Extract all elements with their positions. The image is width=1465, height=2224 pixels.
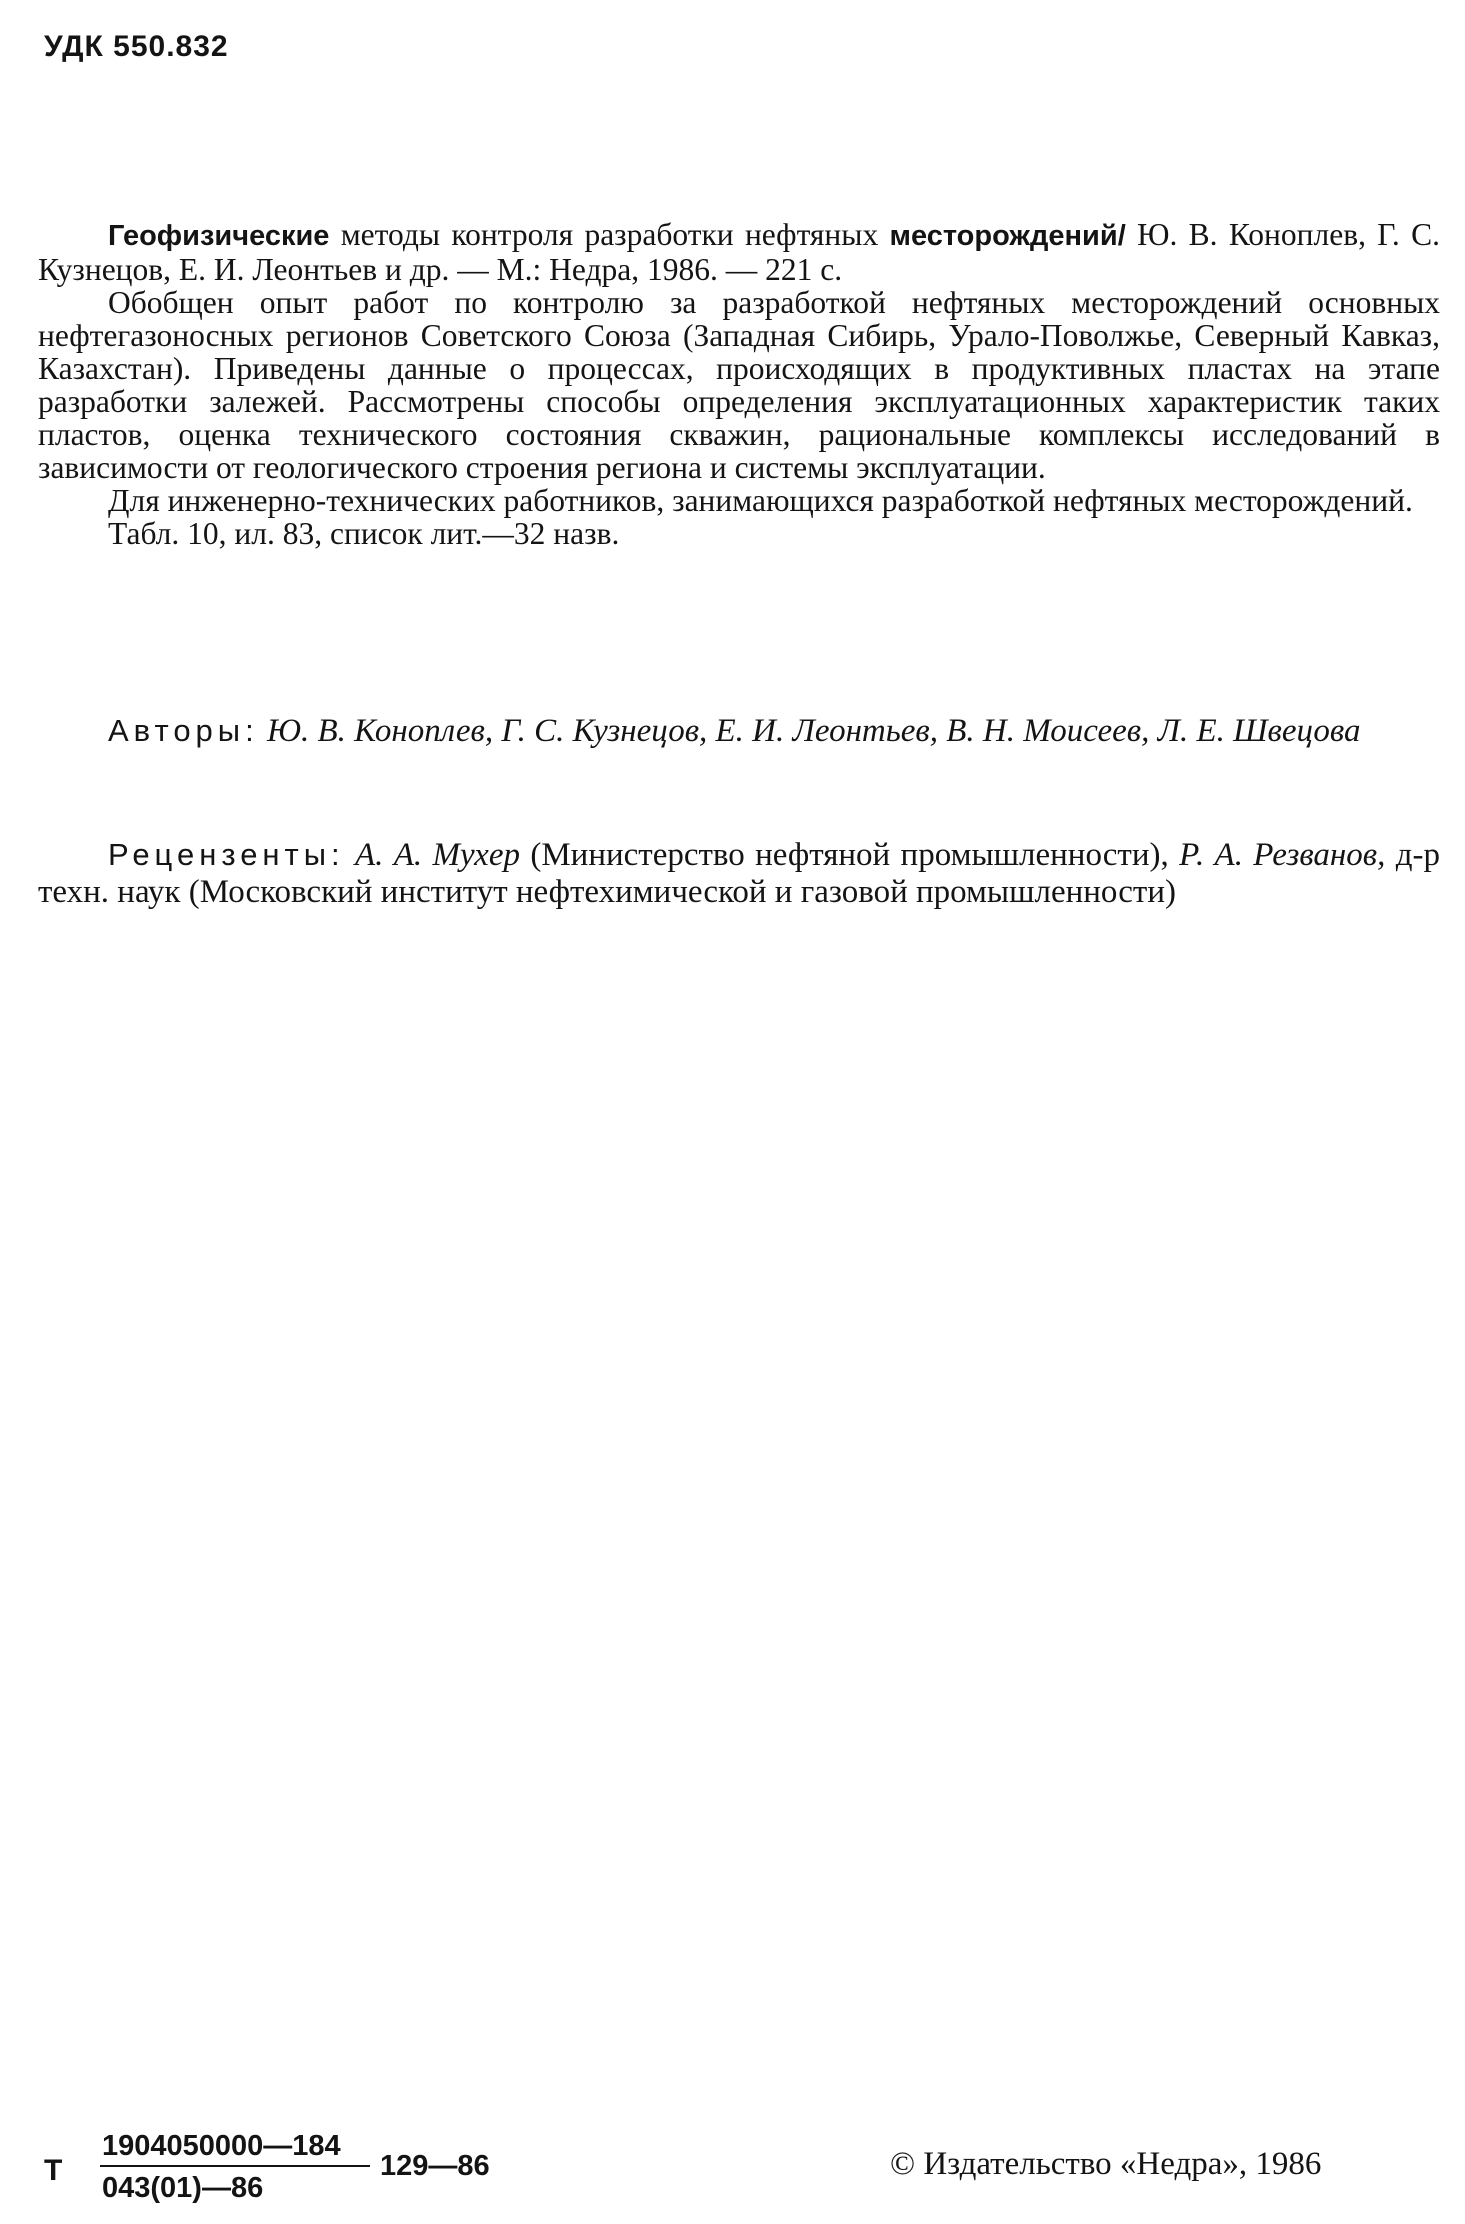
stats-paragraph: Табл. 10, ил. 83, список лит.—32 назв. bbox=[108, 516, 620, 551]
reviewers-label: Рецензенты: bbox=[108, 837, 345, 872]
authors-names: Ю. В. Коноплев, Г. С. Кузнецов, Е. И. Леонтьев, В. Н. Моисеев, Л. Е. Швецова bbox=[266, 713, 1361, 749]
citation-paragraph bbox=[38, 218, 1440, 286]
copyright-notice: © Издательство «Недра», 1986 bbox=[890, 2146, 1322, 2182]
imprint-letter: Т bbox=[44, 2154, 63, 2187]
reviewer-2-affiliation: д-р техн. наук (Московский институт нефтехимической и газовой промышленности) bbox=[38, 837, 1441, 910]
authors-block bbox=[38, 712, 1440, 750]
authors-label: Авторы: bbox=[108, 713, 259, 748]
title-bold-word: Геофизические bbox=[108, 220, 330, 252]
audience-paragraph: Для инженерно-технических работников, занимающихся разработкой нефтяных месторождений. bbox=[108, 483, 1413, 518]
title-bold-tail: месторождений/ bbox=[889, 220, 1126, 252]
imprint-order-code: 129—86 bbox=[380, 2150, 490, 2182]
title-rest: методы контроля разработки нефтяных bbox=[329, 217, 890, 252]
reviewers-block bbox=[38, 836, 1440, 911]
summary-paragraph: Обобщен опыт работ по контролю за разработкой нефтяных месторождений основных нефтегазоносных регионов Советского Союза (Западная Сибирь, Урало-Поволжье, Северный Кавказ, Казахстан). Приведены данные о процессах, происходящих в продуктивных пластах на этапе разработки залежей. Рассмотрены способы определения эксплуатационных характеристик таких пластов, оценка технического состояния скважин, рациональные комплексы исследований в зависимости от геологического строения региона и системы эксплуатации. bbox=[38, 285, 1440, 485]
citation-line: Ю. В. Коноплев, Г. С. Кузнецов, Е. И. Леонтьев и др. — М.: Недра, 1986. — 221 с. bbox=[38, 217, 1440, 287]
imprint-denominator: 043(01)—86 bbox=[102, 2172, 264, 2204]
udk-code: УДК 550.832 bbox=[44, 30, 229, 63]
imprint-line bbox=[0, 2130, 1465, 2220]
authors-paragraph bbox=[38, 712, 1440, 750]
bibliographic-abstract bbox=[38, 218, 1440, 550]
reviewer-1-name: А. А. Мухер bbox=[354, 837, 520, 873]
reviewer-2-name: Р. А. Резванов, bbox=[1179, 837, 1386, 873]
reviewer-1-affiliation: (Министерство нефтяной промышленности), bbox=[519, 837, 1180, 873]
imprint-numerator: 1904050000—184 bbox=[102, 2130, 341, 2162]
reviewers-paragraph bbox=[38, 836, 1440, 911]
fraction-divider bbox=[100, 2165, 370, 2167]
